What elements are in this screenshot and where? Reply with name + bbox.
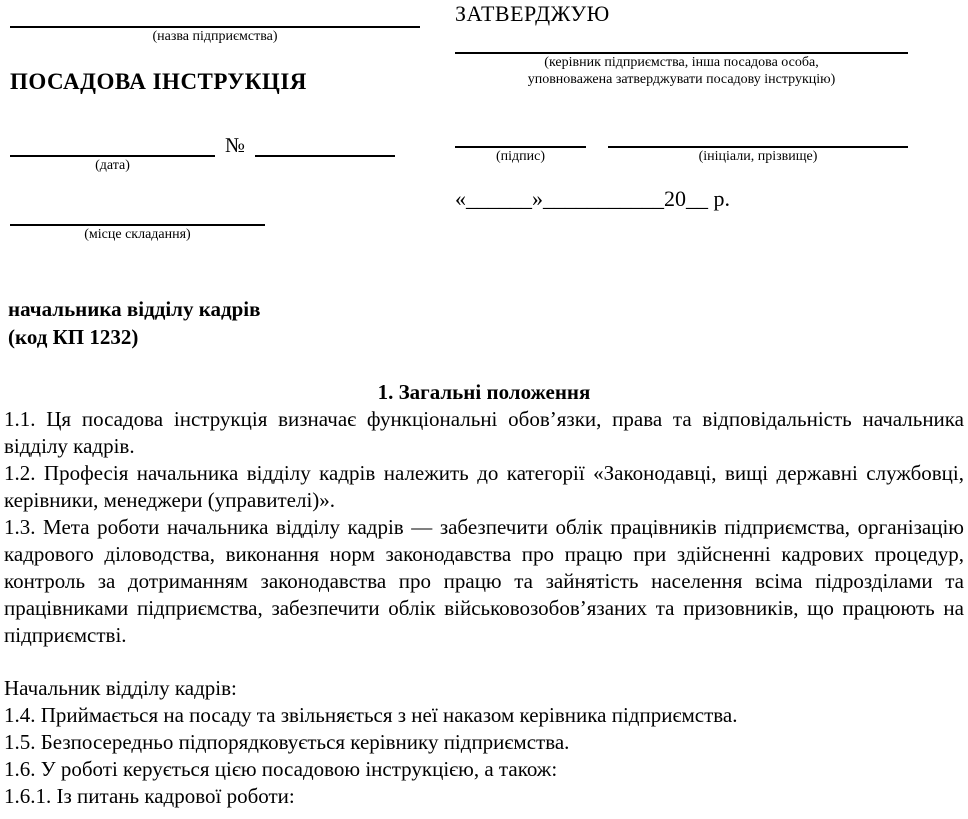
body-paragraph: 1.6.1. Із питань кадрової роботи: bbox=[4, 784, 295, 808]
body-paragraph: 1.2. Професія начальника відділу кадрів належить до категорії «Законодавці, вищі державні службовці, керівники, менеджери (управителі)». bbox=[4, 461, 964, 512]
position-title: начальника відділу кадрів bbox=[8, 297, 261, 321]
place-caption: (місце складання) bbox=[84, 227, 191, 242]
body-paragraph: Начальник відділу кадрів: bbox=[4, 676, 237, 700]
header-left-column bbox=[10, 0, 422, 243]
body-paragraph: 1.6. У роботі керується цією посадовою інструкцією, а також: bbox=[4, 757, 558, 781]
body-paragraph: 1.3. Мета роботи начальника відділу кадрів — забезпечити облік працівників підприємства, організацію кадрового діловодства, виконання норм законодавства про працю при здійсненні кадрових процедур, контроль за дотриманням законодавства про працю та зайнятість населення всіма підрозділами та працівниками підприємства, забезпечити облік військовозобов’язаних та призовників, що працюють на підприємстві. bbox=[4, 515, 964, 647]
number-sign: № bbox=[225, 133, 246, 157]
approval-block bbox=[455, 0, 911, 213]
approver-blank-line bbox=[455, 28, 908, 54]
body-paragraph: 1.4. Приймається на посаду та звільняється з неї наказом керівника підприємства. bbox=[4, 703, 738, 727]
initials-blank-line bbox=[608, 122, 908, 148]
signature-row bbox=[455, 122, 911, 148]
body-paragraph: 1.1. Ця посадова інструкція визначає функціональні обов’язки, права та відповідальність начальника відділу кадрів. bbox=[4, 407, 964, 458]
position-code: (код КП 1232) bbox=[8, 325, 139, 349]
document-header bbox=[0, 0, 968, 255]
place-blank-line bbox=[10, 200, 265, 226]
date-caption: (дата) bbox=[95, 158, 130, 173]
company-name-blank-line bbox=[10, 0, 420, 28]
signature-caption: (підпис) bbox=[495, 149, 546, 164]
signature-blank-line bbox=[455, 122, 586, 148]
section-heading: 1. Загальні положення bbox=[377, 380, 591, 404]
approver-caption-line2: уповноважена затверджувати посадову інструкцію) bbox=[527, 72, 836, 87]
approver-caption-line1: (керівник підприємства, інша посадова особа, bbox=[544, 55, 819, 70]
number-blank-line bbox=[255, 131, 395, 157]
signature-gap bbox=[586, 122, 608, 148]
signature-captions-row bbox=[455, 148, 911, 165]
date-blank-line bbox=[10, 131, 215, 157]
approval-date-line: «______»___________20__ р. bbox=[455, 186, 730, 211]
approve-heading: ЗАТВЕРДЖУЮ bbox=[455, 1, 610, 26]
position-subject-block bbox=[8, 295, 968, 351]
document-title: ПОСАДОВА ІНСТРУКЦІЯ bbox=[10, 69, 307, 94]
body-paragraph: 1.5. Безпосередньо підпорядковується керівнику підприємства. bbox=[4, 730, 570, 754]
date-and-number-row bbox=[10, 131, 422, 157]
initials-caption: (ініціали, прізвище) bbox=[698, 149, 818, 164]
document-body bbox=[0, 379, 968, 810]
company-name-caption: (назва підприємства) bbox=[152, 29, 278, 44]
